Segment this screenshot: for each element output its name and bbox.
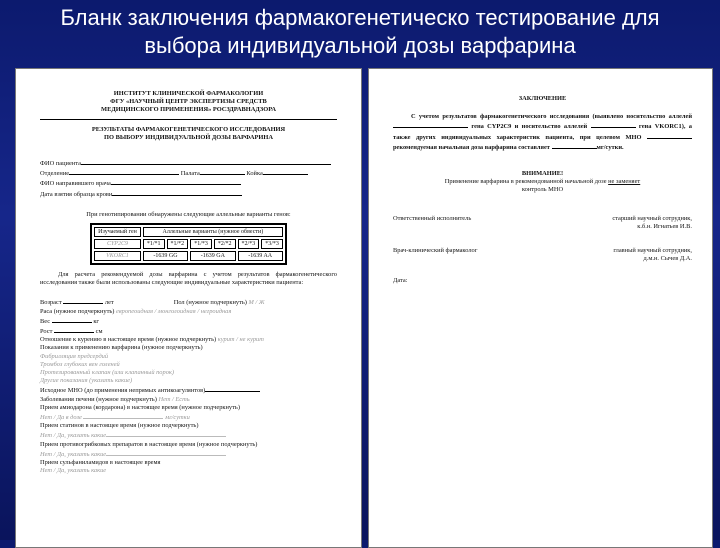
results-form-page (15, 68, 362, 548)
executor-signature: Ответственный исполнитель старший научный сотрудник, к.б.н. Игнатьев И.В. (393, 214, 692, 230)
indication-option[interactable]: Другие показания (указать какие) (40, 377, 133, 385)
weight-field[interactable]: Вес кг (40, 317, 100, 325)
amiodarone-field[interactable]: Нет / Да в дозе мг/сутки (40, 414, 190, 422)
pharmacologist-signature: Врач-клинический фармаколог главный научный сотрудник, д.м.н. Сычев Д.А. (393, 247, 692, 263)
characteristics-intro: Для расчета рекомендуемой дозы варфарина с учетом результатов фармакогенетического исследования также были использованы следующие индивидуальные характеристики пациента: (40, 271, 337, 287)
doctor-field[interactable]: ФИО направившего врача (40, 178, 337, 188)
date-field[interactable]: Дата взятия образца крови (40, 189, 337, 199)
sulfa-label: Прием сульфаниламидов в настоящее время (40, 459, 161, 467)
smoking-field[interactable]: Отношение к курению в настоящее время (нужное подчеркнуть) курит / не курит (40, 336, 264, 344)
age-sex-field[interactable]: Возраст лет Пол (нужное подчеркнуть) М / Ж (40, 299, 265, 307)
conclusion-page (368, 68, 713, 548)
form-heading: РЕЗУЛЬТАТЫ ФАРМАКОГЕНЕТИЧЕСКОГО ИССЛЕДОВАНИЯ ПО ВЫБОРУ ИНДИВИДУАЛЬНОЙ ДОЗЫ ВАРФАРИНА (91, 125, 286, 141)
height-field[interactable]: Рост см (40, 328, 103, 336)
slide-title: Бланк заключения фармакогенетическо тестирование для выбора индивидуальной дозы варфарина (60, 5, 660, 58)
sulfa-field[interactable]: Нет / Да, указать какие (40, 467, 107, 475)
genotype-intro: При генотипировании обнаружены следующие аллельные варианты генов: (86, 210, 291, 218)
patient-field[interactable]: ФИО пациента (40, 158, 337, 168)
indication-option[interactable]: Тромбоз глубоких вен голеней (40, 360, 120, 368)
indications-label: Показания к применению варфарина (нужное подчеркнуть) (40, 344, 203, 352)
dept-field[interactable]: Отделение Палата Койка (40, 168, 337, 178)
antifungal-label: Прием противогрибковых препаратов в настоящее время (нужное подчеркнуть) (40, 440, 258, 448)
race-field[interactable]: Раса (нужное подчеркнуть) европеоидная / монголоидная / негроидная (40, 307, 232, 315)
attention-note: ВНИМАНИЕ! Применение варфарина в рекомендованной начальной дозе не заменяет контроль МНО (444, 170, 641, 194)
divider (40, 119, 337, 120)
date-label: Дата: (393, 277, 408, 285)
indication-option[interactable]: Протезированный клапан (или клапанный порок) (40, 369, 175, 377)
inr-field[interactable]: Исходное МНО (до применения непрямых антикоагулянтов) (40, 385, 337, 395)
antifungal-field[interactable]: Нет / Да, указать какие (40, 449, 337, 459)
statins-label: Прием статинов в настоящее время (нужное подчеркнуть) (40, 422, 199, 430)
liver-field[interactable]: Заболевания печени (нужное подчеркнуть) Нет / Есть (40, 395, 190, 403)
conclusion-heading: ЗАКЛЮЧЕНИЕ (518, 95, 567, 102)
amiodarone-label: Прием амиодарона (кордарона) в настоящее время (нужное подчеркнуть) (40, 403, 240, 411)
org-header: ИНСТИТУТ КЛИНИЧЕСКОЙ ФАРМАКОЛОГИИ ФГУ «НАУЧНЫЙ ЦЕНТР ЭКСПЕРТИЗЫ СРЕДСТВ МЕДИЦИНСКОГО ПРИМЕНЕНИЯ» РОСЗДРАВНАДЗОРА (101, 90, 276, 114)
conclusion-text: С учетом результатов фармакогенетического исследования (выявлено носительство аллелей гена CYP2C9 и носительство аллелей гена VKORC1), а также других индивидуальных характеристик пациента, при целевом МНО рекомендуемая начальная доза варфарина составляет мг/сутки. (393, 113, 692, 151)
indication-option[interactable]: Фибрилляция предсердий (40, 352, 109, 360)
statins-field[interactable]: Нет / Да, указать какие (40, 430, 337, 440)
genotype-table: Изучаемый ген Аллельные варианты (нужное обвести) CYP2C9 *1/*1 *1/*2 *1/*3 *2/*2 *2/*3 *3/*3 VKORC1 -1639 GG -1639 GA -1639 AA (90, 223, 287, 265)
